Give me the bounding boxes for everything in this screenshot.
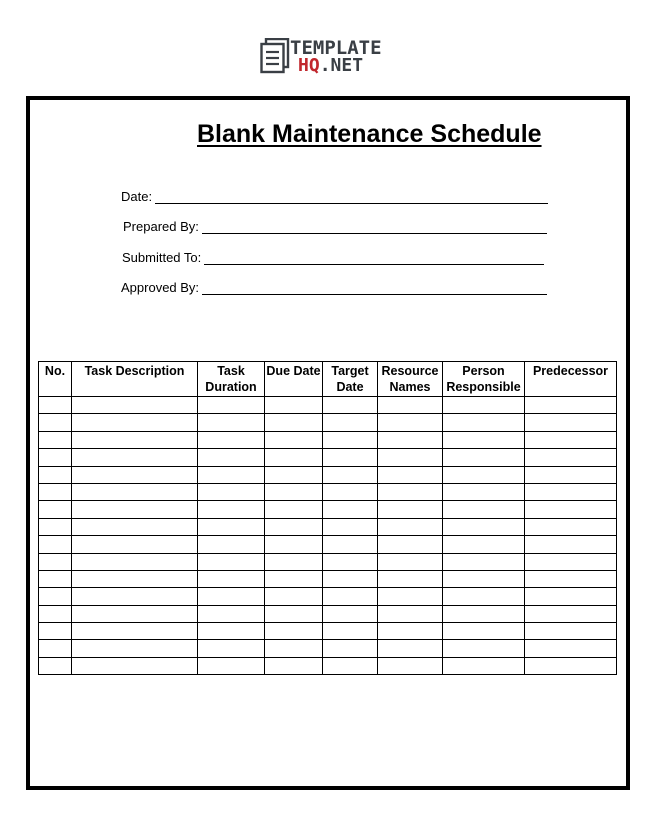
- table-cell[interactable]: [72, 553, 198, 570]
- table-cell[interactable]: [323, 483, 378, 500]
- table-cell[interactable]: [72, 501, 198, 518]
- table-cell[interactable]: [72, 466, 198, 483]
- table-cell[interactable]: [198, 483, 265, 500]
- table-row: [39, 536, 617, 553]
- table-cell[interactable]: [198, 605, 265, 622]
- logo-wordmark-top: TEMPLATE: [290, 37, 382, 59]
- table-cell[interactable]: [443, 536, 525, 553]
- templatehq-logo: [260, 38, 410, 76]
- table-cell[interactable]: [39, 588, 72, 605]
- header-task-duration: Task Duration: [198, 362, 265, 397]
- table-cell[interactable]: [265, 536, 323, 553]
- table-cell[interactable]: [323, 518, 378, 535]
- table-row: [39, 605, 617, 622]
- approved-by-label: Approved By:: [121, 280, 200, 295]
- table-cell[interactable]: [378, 623, 443, 640]
- table-cell[interactable]: [72, 518, 198, 535]
- table-cell[interactable]: [39, 657, 72, 674]
- table-cell[interactable]: [443, 605, 525, 622]
- document-title: Blank Maintenance Schedule: [197, 120, 542, 148]
- table-cell[interactable]: [525, 623, 617, 640]
- logo-wordmark-bottom: [298, 56, 363, 76]
- table-cell[interactable]: [525, 431, 617, 448]
- table-cell[interactable]: [378, 605, 443, 622]
- table-cell[interactable]: [378, 449, 443, 466]
- table-cell[interactable]: [443, 570, 525, 587]
- table-cell[interactable]: [323, 657, 378, 674]
- table-row: [39, 518, 617, 535]
- table-cell[interactable]: [39, 414, 72, 431]
- table-row: [39, 640, 617, 657]
- maintenance-schedule-table: [38, 361, 617, 675]
- table-cell[interactable]: [39, 605, 72, 622]
- table-cell[interactable]: [378, 570, 443, 587]
- table-row: [39, 570, 617, 587]
- table-row: [39, 553, 617, 570]
- table-cell[interactable]: [265, 483, 323, 500]
- table-cell[interactable]: [198, 449, 265, 466]
- table-cell[interactable]: [525, 536, 617, 553]
- table-cell[interactable]: [265, 501, 323, 518]
- table-cell[interactable]: [72, 605, 198, 622]
- table-cell[interactable]: [323, 623, 378, 640]
- table-row: [39, 397, 617, 414]
- table-cell[interactable]: [323, 397, 378, 414]
- table-cell[interactable]: [265, 588, 323, 605]
- header-resource-names: Resource Names: [378, 362, 443, 397]
- table-cell[interactable]: [39, 623, 72, 640]
- date-label: Date:: [121, 189, 153, 204]
- table-cell[interactable]: [198, 501, 265, 518]
- table-cell[interactable]: [378, 536, 443, 553]
- table-cell[interactable]: [443, 397, 525, 414]
- table-cell[interactable]: [323, 431, 378, 448]
- table-cell[interactable]: [378, 640, 443, 657]
- table-cell[interactable]: [39, 570, 72, 587]
- table-cell[interactable]: [323, 640, 378, 657]
- table-cell[interactable]: [443, 501, 525, 518]
- table-cell[interactable]: [525, 657, 617, 674]
- approved-by-field: [121, 280, 547, 295]
- table-cell[interactable]: [443, 640, 525, 657]
- submitted-to-field: [122, 250, 544, 265]
- logo-net-text: .NET: [319, 55, 364, 76]
- table-row: [39, 623, 617, 640]
- table-cell[interactable]: [72, 640, 198, 657]
- document-icon: [260, 38, 294, 74]
- table-cell[interactable]: [525, 588, 617, 605]
- table-cell[interactable]: [525, 518, 617, 535]
- table-row: [39, 588, 617, 605]
- table-cell[interactable]: [378, 518, 443, 535]
- table-row: [39, 483, 617, 500]
- table-cell[interactable]: [525, 640, 617, 657]
- table-cell[interactable]: [198, 431, 265, 448]
- table-cell[interactable]: [198, 553, 265, 570]
- prepared-by-label: Prepared By:: [123, 219, 199, 234]
- table-cell[interactable]: [378, 414, 443, 431]
- table-cell[interactable]: [378, 657, 443, 674]
- table-cell[interactable]: [198, 397, 265, 414]
- table-cell[interactable]: [72, 483, 198, 500]
- table-cell[interactable]: [443, 518, 525, 535]
- table-cell[interactable]: [378, 431, 443, 448]
- table-cell[interactable]: [72, 449, 198, 466]
- table-cell[interactable]: [265, 553, 323, 570]
- table-cell[interactable]: [443, 657, 525, 674]
- table-cell[interactable]: [443, 623, 525, 640]
- table-cell[interactable]: [443, 449, 525, 466]
- table-cell[interactable]: [443, 466, 525, 483]
- table-cell[interactable]: [323, 536, 378, 553]
- table-cell[interactable]: [525, 553, 617, 570]
- table-cell[interactable]: [39, 501, 72, 518]
- table-cell[interactable]: [72, 570, 198, 587]
- table-cell[interactable]: [198, 640, 265, 657]
- table-cell[interactable]: [39, 483, 72, 500]
- table-cell[interactable]: [72, 588, 198, 605]
- header-target-date: Target Date: [323, 362, 378, 397]
- table-cell[interactable]: [39, 449, 72, 466]
- table-cell[interactable]: [525, 570, 617, 587]
- table-row: [39, 466, 617, 483]
- header-no: No.: [39, 362, 72, 397]
- table-cell[interactable]: [72, 657, 198, 674]
- table-cell[interactable]: [265, 414, 323, 431]
- table-cell[interactable]: [525, 605, 617, 622]
- table-row: [39, 431, 617, 448]
- header-predecessor: Predecessor: [525, 362, 617, 397]
- table-cell[interactable]: [265, 640, 323, 657]
- table-row: [39, 657, 617, 674]
- table-cell[interactable]: [72, 536, 198, 553]
- table-cell[interactable]: [443, 588, 525, 605]
- table-cell[interactable]: [39, 553, 72, 570]
- table-header-row: [39, 362, 617, 397]
- table-row: [39, 449, 617, 466]
- table-cell[interactable]: [39, 397, 72, 414]
- header-due-date: Due Date: [265, 362, 323, 397]
- prepared-by-field: [123, 219, 547, 234]
- logo-hq-text: HQ: [298, 55, 320, 76]
- table-cell[interactable]: [198, 518, 265, 535]
- table-cell[interactable]: [72, 397, 198, 414]
- table-cell[interactable]: [323, 605, 378, 622]
- prepared-by-input-line[interactable]: [202, 221, 547, 234]
- table-cell[interactable]: [265, 431, 323, 448]
- table-cell[interactable]: [265, 623, 323, 640]
- table-cell[interactable]: [39, 536, 72, 553]
- table-cell[interactable]: [525, 397, 617, 414]
- table-cell[interactable]: [265, 466, 323, 483]
- table-cell[interactable]: [39, 640, 72, 657]
- table-cell[interactable]: [39, 466, 72, 483]
- header-task-description: Task Description: [72, 362, 198, 397]
- table-cell[interactable]: [72, 623, 198, 640]
- date-input-line[interactable]: [155, 191, 548, 204]
- table-cell[interactable]: [265, 605, 323, 622]
- table-cell[interactable]: [198, 623, 265, 640]
- date-field: [121, 189, 548, 204]
- table-cell[interactable]: [443, 483, 525, 500]
- table-cell[interactable]: [265, 518, 323, 535]
- table-cell[interactable]: [525, 414, 617, 431]
- table-cell[interactable]: [265, 570, 323, 587]
- table-cell[interactable]: [198, 657, 265, 674]
- table-cell[interactable]: [525, 449, 617, 466]
- submitted-to-input-line[interactable]: [204, 252, 544, 265]
- table-body: [39, 397, 617, 675]
- table-cell[interactable]: [198, 414, 265, 431]
- table-cell[interactable]: [378, 397, 443, 414]
- table-cell[interactable]: [378, 501, 443, 518]
- table-cell[interactable]: [525, 501, 617, 518]
- table-cell[interactable]: [39, 518, 72, 535]
- table-cell[interactable]: [265, 657, 323, 674]
- table-cell[interactable]: [72, 414, 198, 431]
- table-row: [39, 501, 617, 518]
- table-row: [39, 414, 617, 431]
- table-cell[interactable]: [323, 414, 378, 431]
- header-person-responsible: Person Responsible: [443, 362, 525, 397]
- table-cell[interactable]: [378, 553, 443, 570]
- table-cell[interactable]: [198, 588, 265, 605]
- submitted-to-label: Submitted To:: [122, 250, 202, 265]
- table-cell[interactable]: [323, 553, 378, 570]
- table-cell[interactable]: [323, 588, 378, 605]
- table-cell[interactable]: [378, 466, 443, 483]
- table-cell[interactable]: [378, 483, 443, 500]
- table-cell[interactable]: [323, 449, 378, 466]
- table-cell[interactable]: [378, 588, 443, 605]
- table-cell[interactable]: [198, 536, 265, 553]
- table-cell[interactable]: [525, 483, 617, 500]
- table-cell[interactable]: [265, 449, 323, 466]
- table-cell[interactable]: [72, 431, 198, 448]
- table-cell[interactable]: [39, 431, 72, 448]
- table-cell[interactable]: [443, 553, 525, 570]
- table-cell[interactable]: [323, 466, 378, 483]
- table-cell[interactable]: [323, 501, 378, 518]
- table-cell[interactable]: [443, 414, 525, 431]
- table-cell[interactable]: [198, 466, 265, 483]
- table-cell[interactable]: [525, 466, 617, 483]
- approved-by-input-line[interactable]: [202, 282, 547, 295]
- table-cell[interactable]: [198, 570, 265, 587]
- table-cell[interactable]: [323, 570, 378, 587]
- table-cell[interactable]: [443, 431, 525, 448]
- table-cell[interactable]: [265, 397, 323, 414]
